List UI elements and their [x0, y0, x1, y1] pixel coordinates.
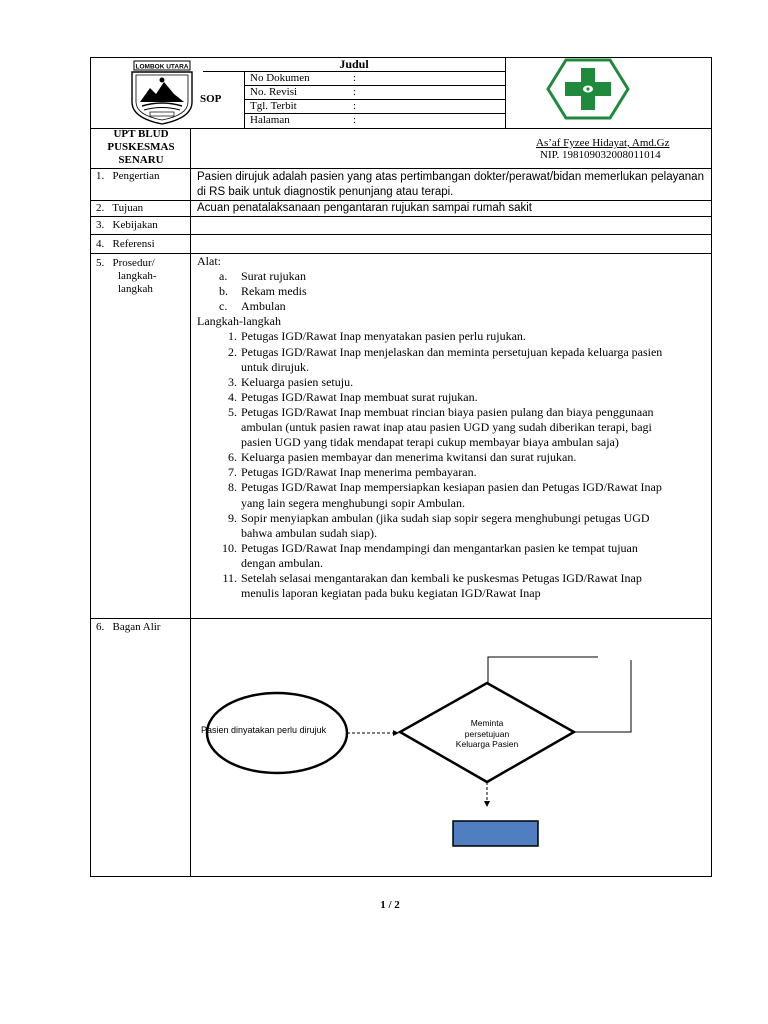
list-item: 6. Keluarga pasien membayar dan menerima kwitansi dan surat rujukan.: [228, 450, 577, 465]
text-tujuan: Acuan penatalaksanaan pengantaran rujukan sampai rumah sakit: [197, 202, 532, 214]
label-prosedur: [96, 257, 156, 296]
list-item: 1. Petugas IGD/Rawat Inap menyatakan pasien perlu rujukan.: [228, 329, 526, 344]
list-item: 9. Sopir menyiapkan ambulan (jika sudah siap sopir segera menghubungi petugas UGD bahwa ambulan sudah siap).: [228, 510, 650, 540]
list-item: 11. Setelah selasai mengantarakan dan kembali ke puskesmas Petugas IGD/Rawat Inap menulis laporan kegiatan pada buku kegiatan IGD/Rawat Inap: [222, 570, 642, 601]
label-referensi: 4. Referensi: [96, 238, 155, 250]
doc-field-label-no-revisi: No. Revisi: [250, 86, 298, 98]
list-item: 8. Petugas IGD/Rawat Inap mempersiapkan kesiapan pasien dan Petugas IGD/Rawat Inap yang lain segera menghubungi sopir Ambulan.: [228, 480, 662, 510]
doc-field-label-halaman: Halaman: [250, 114, 290, 126]
loop-connector: [488, 657, 598, 683]
langkah-heading: Langkah-langkah: [197, 314, 281, 329]
alat-item: b. Rekam medis: [219, 284, 307, 299]
doc-field-value-halaman: :: [353, 114, 357, 126]
org-name: UPT BLUD PUSKESMAS SENARU: [107, 128, 175, 166]
alat-heading: Alat:: [197, 254, 221, 268]
langkah-list: [197, 329, 675, 601]
list-item: 3. Keluarga pasien setuju.: [228, 374, 354, 389]
list-item: 10. Petugas IGD/Rawat Inap mendampingi dan mengantarkan pasien ke tempat tujuan dengan ambulan.: [222, 540, 638, 570]
signatory-name: As’af Fyzee Hidayat, Amd.Gz: [536, 137, 670, 149]
flowchart: [191, 619, 711, 876]
loop-connector-right: [574, 660, 631, 732]
decision-node-label: Meminta persetujuan Keluarga Pasien: [455, 718, 519, 749]
text-pengertian: Pasien dirujuk adalah pasien yang atas pertimbangan dokter/perawat/bidan memerlukan pelayanan di RS baik untuk diagnostik penunjang atau terapi.: [197, 171, 704, 198]
page-number: 1 / 2: [380, 899, 400, 911]
logo-kabupaten: [126, 60, 198, 126]
document-title: Judul: [339, 57, 369, 71]
list-item: 7. Petugas IGD/Rawat Inap menerima pembayaran.: [228, 465, 477, 480]
alat-list: [197, 269, 707, 314]
doc-field-value-no-dokumen: :: [353, 72, 357, 84]
doc-field-label-tgl-terbit: Tgl. Terbit: [250, 100, 297, 112]
doc-field-label-no-dokumen: No Dokumen: [250, 72, 310, 84]
list-item: 2. Petugas IGD/Rawat Inap menjelaskan dan meminta persetujuan kepada keluarga pasien untuk dirujuk.: [228, 344, 663, 374]
puskesmas-cross-icon: [546, 58, 630, 120]
start-node-label: Pasien dinyatakan perlu dirujuk: [201, 725, 327, 735]
list-item: 5. Petugas IGD/Rawat Inap membuat rincian biaya pasien pulang dan biaya penggunaan ambulan (untuk pasien rawat inap atau pasien UGD yang sudah diberikan terapi, bagi pasien UGD yang tidak mendapat terapi cukup membayar biaya ambulan saja): [228, 404, 654, 450]
label-kebijakan: 3. Kebijakan: [96, 219, 158, 231]
label-prosedur-line2: langkah-: [118, 270, 157, 282]
process-box: [453, 821, 538, 846]
label-prosedur-line3: langkah: [118, 283, 153, 295]
prosedur-content: [197, 254, 707, 601]
list-item: 4. Petugas IGD/Rawat Inap membuat surat rujukan.: [228, 389, 478, 404]
signatory-nip: NIP. 198109032008011014: [540, 149, 661, 161]
logo-banner-text: LOMBOK UTARA: [135, 63, 189, 71]
label-bagan-alir: 6. Bagan Alir: [96, 621, 161, 633]
label-pengertian: 1. Pengertian: [96, 170, 160, 182]
alat-item: a. Surat rujukan: [219, 269, 306, 284]
sop-label: SOP: [200, 93, 222, 105]
label-prosedur-line1: 5. Prosedur/: [96, 257, 155, 269]
doc-field-value-tgl-terbit: :: [353, 100, 357, 112]
alat-item: c. Ambulan: [219, 299, 286, 314]
label-tujuan: 2. Tujuan: [96, 202, 144, 214]
doc-field-value-no-revisi: :: [353, 86, 357, 98]
